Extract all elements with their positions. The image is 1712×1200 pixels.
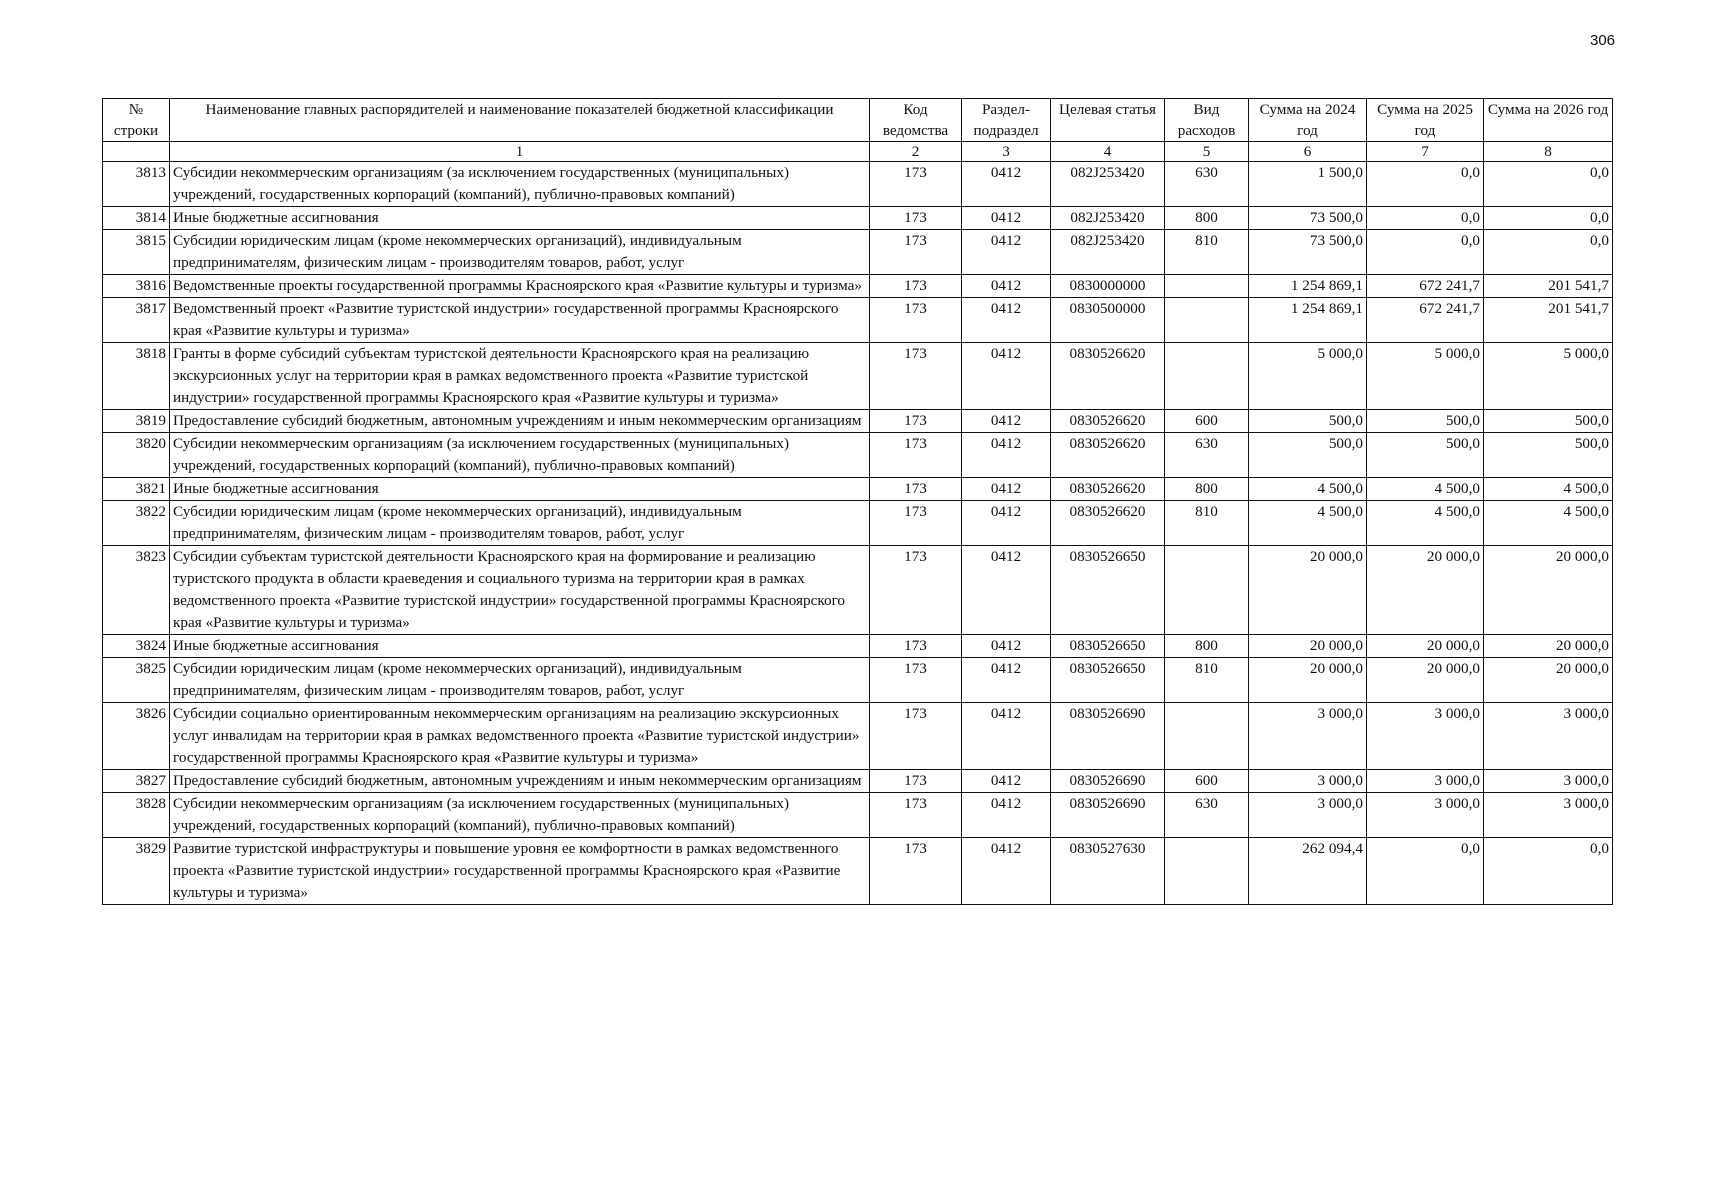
sum-2026-cell: 20 000,0 xyxy=(1484,546,1613,635)
sum-2024-cell: 20 000,0 xyxy=(1249,658,1367,703)
expense-kind-cell: 800 xyxy=(1165,635,1249,658)
row-number-cell: 3822 xyxy=(103,501,170,546)
expense-kind-cell: 800 xyxy=(1165,207,1249,230)
section-cell: 0412 xyxy=(962,410,1051,433)
dept-code-cell: 173 xyxy=(870,770,962,793)
target-article-cell: 0830500000 xyxy=(1051,298,1165,343)
sum-2024-cell: 4 500,0 xyxy=(1249,478,1367,501)
column-number: 8 xyxy=(1484,142,1613,162)
expense-kind-cell: 600 xyxy=(1165,770,1249,793)
table-row xyxy=(103,162,1613,207)
target-article-cell: 0830527630 xyxy=(1051,838,1165,905)
sum-2025-cell: 0,0 xyxy=(1367,838,1484,905)
sum-2026-cell: 0,0 xyxy=(1484,162,1613,207)
section-cell: 0412 xyxy=(962,162,1051,207)
sum-2026-cell: 3 000,0 xyxy=(1484,770,1613,793)
table-row xyxy=(103,658,1613,703)
target-article-cell: 0830526620 xyxy=(1051,501,1165,546)
column-number-row xyxy=(103,142,1613,162)
section-cell: 0412 xyxy=(962,230,1051,275)
section-cell: 0412 xyxy=(962,635,1051,658)
target-article-cell: 0830526690 xyxy=(1051,793,1165,838)
sum-2026-cell: 5 000,0 xyxy=(1484,343,1613,410)
expense-kind-cell: 630 xyxy=(1165,162,1249,207)
expense-kind-cell: 630 xyxy=(1165,793,1249,838)
sum-2024-cell: 3 000,0 xyxy=(1249,770,1367,793)
target-article-cell: 0830526620 xyxy=(1051,410,1165,433)
row-name-cell: Предоставление субсидий бюджетным, автономным учреждениям и иным некоммерческим организациям xyxy=(170,770,870,793)
header-sum-2025: Сумма на 2025 год xyxy=(1367,99,1484,142)
target-article-cell: 082J253420 xyxy=(1051,207,1165,230)
sum-2024-cell: 3 000,0 xyxy=(1249,793,1367,838)
column-number: 3 xyxy=(962,142,1051,162)
dept-code-cell: 173 xyxy=(870,501,962,546)
dept-code-cell: 173 xyxy=(870,207,962,230)
sum-2026-cell: 4 500,0 xyxy=(1484,501,1613,546)
row-name-cell: Субсидии социально ориентированным некоммерческим организациям на реализацию экскурсионных услуг инвалидам на территории края в рамках ведомственного проекта «Развитие туристской индустрии» государственной программы Красноярского края «Развитие культуры и туризма» xyxy=(170,703,870,770)
dept-code-cell: 173 xyxy=(870,635,962,658)
sum-2026-cell: 201 541,7 xyxy=(1484,275,1613,298)
sum-2026-cell: 3 000,0 xyxy=(1484,703,1613,770)
row-number-cell: 3825 xyxy=(103,658,170,703)
column-number: 2 xyxy=(870,142,962,162)
row-name-cell: Субсидии юридическим лицам (кроме некоммерческих организаций), индивидуальным предпринимателям, физическим лицам - производителям товаров, работ, услуг xyxy=(170,658,870,703)
dept-code-cell: 173 xyxy=(870,410,962,433)
row-name-cell: Субсидии юридическим лицам (кроме некоммерческих организаций), индивидуальным предпринимателям, физическим лицам - производителям товаров, работ, услуг xyxy=(170,230,870,275)
row-number-cell: 3824 xyxy=(103,635,170,658)
sum-2026-cell: 0,0 xyxy=(1484,838,1613,905)
row-number-cell: 3826 xyxy=(103,703,170,770)
page-number: 306 xyxy=(1590,32,1616,49)
expense-kind-cell: 810 xyxy=(1165,501,1249,546)
table-row xyxy=(103,793,1613,838)
dept-code-cell: 173 xyxy=(870,546,962,635)
dept-code-cell: 173 xyxy=(870,343,962,410)
budget-table xyxy=(102,98,1613,905)
table-row xyxy=(103,703,1613,770)
sum-2025-cell: 3 000,0 xyxy=(1367,703,1484,770)
target-article-cell: 0830526650 xyxy=(1051,546,1165,635)
sum-2025-cell: 0,0 xyxy=(1367,207,1484,230)
sum-2026-cell: 0,0 xyxy=(1484,207,1613,230)
header-dept-code: Код ведомства xyxy=(870,99,962,142)
table-row xyxy=(103,207,1613,230)
row-name-cell: Ведомственный проект «Развитие туристской индустрии» государственной программы Красноярского края «Развитие культуры и туризма» xyxy=(170,298,870,343)
table-row xyxy=(103,478,1613,501)
table-row xyxy=(103,546,1613,635)
sum-2026-cell: 201 541,7 xyxy=(1484,298,1613,343)
sum-2025-cell: 500,0 xyxy=(1367,433,1484,478)
table-row xyxy=(103,343,1613,410)
sum-2025-cell: 0,0 xyxy=(1367,162,1484,207)
table-row xyxy=(103,501,1613,546)
sum-2024-cell: 20 000,0 xyxy=(1249,546,1367,635)
sum-2025-cell: 4 500,0 xyxy=(1367,501,1484,546)
header-sum-2026: Сумма на 2026 год xyxy=(1484,99,1613,142)
target-article-cell: 0830526620 xyxy=(1051,478,1165,501)
section-cell: 0412 xyxy=(962,433,1051,478)
target-article-cell: 0830526690 xyxy=(1051,770,1165,793)
column-number: 1 xyxy=(170,142,870,162)
expense-kind-cell: 800 xyxy=(1165,478,1249,501)
row-number-cell: 3818 xyxy=(103,343,170,410)
table-row xyxy=(103,230,1613,275)
sum-2024-cell: 262 094,4 xyxy=(1249,838,1367,905)
row-number-cell: 3828 xyxy=(103,793,170,838)
section-cell: 0412 xyxy=(962,658,1051,703)
row-name-cell: Иные бюджетные ассигнования xyxy=(170,207,870,230)
expense-kind-cell xyxy=(1165,546,1249,635)
column-number: 5 xyxy=(1165,142,1249,162)
section-cell: 0412 xyxy=(962,343,1051,410)
sum-2024-cell: 3 000,0 xyxy=(1249,703,1367,770)
sum-2025-cell: 672 241,7 xyxy=(1367,275,1484,298)
dept-code-cell: 173 xyxy=(870,230,962,275)
column-number: 4 xyxy=(1051,142,1165,162)
target-article-cell: 0830526650 xyxy=(1051,658,1165,703)
section-cell: 0412 xyxy=(962,275,1051,298)
header-kind: Вид расходов xyxy=(1165,99,1249,142)
sum-2026-cell: 500,0 xyxy=(1484,433,1613,478)
target-article-cell: 0830526620 xyxy=(1051,343,1165,410)
sum-2024-cell: 500,0 xyxy=(1249,433,1367,478)
sum-2025-cell: 0,0 xyxy=(1367,230,1484,275)
sum-2026-cell: 500,0 xyxy=(1484,410,1613,433)
row-number-cell: 3814 xyxy=(103,207,170,230)
sum-2025-cell: 5 000,0 xyxy=(1367,343,1484,410)
section-cell: 0412 xyxy=(962,793,1051,838)
sum-2024-cell: 4 500,0 xyxy=(1249,501,1367,546)
sum-2024-cell: 1 500,0 xyxy=(1249,162,1367,207)
header-target: Целевая статья xyxy=(1051,99,1165,142)
sum-2024-cell: 1 254 869,1 xyxy=(1249,275,1367,298)
row-name-cell: Субсидии субъектам туристской деятельности Красноярского края на формирование и реализацию туристского продукта в области краеведения и социального туризма на территории края в рамках ведомственного проекта «Развитие туристской индустрии» государственной программы Красноярского края «Развитие культуры и туризма» xyxy=(170,546,870,635)
section-cell: 0412 xyxy=(962,298,1051,343)
dept-code-cell: 173 xyxy=(870,162,962,207)
target-article-cell: 082J253420 xyxy=(1051,230,1165,275)
column-number: 7 xyxy=(1367,142,1484,162)
row-name-cell: Субсидии юридическим лицам (кроме некоммерческих организаций), индивидуальным предпринимателям, физическим лицам - производителям товаров, работ, услуг xyxy=(170,501,870,546)
table-row xyxy=(103,298,1613,343)
row-number-cell: 3829 xyxy=(103,838,170,905)
dept-code-cell: 173 xyxy=(870,478,962,501)
sum-2024-cell: 73 500,0 xyxy=(1249,207,1367,230)
row-name-cell: Субсидии некоммерческим организациям (за исключением государственных (муниципальных) учреждений, государственных корпораций (компаний), публично-правовых компаний) xyxy=(170,162,870,207)
row-number-cell: 3819 xyxy=(103,410,170,433)
header-row-no: № строки xyxy=(103,99,170,142)
row-name-cell: Ведомственные проекты государственной программы Красноярского края «Развитие культуры и туризма» xyxy=(170,275,870,298)
target-article-cell: 0830526650 xyxy=(1051,635,1165,658)
row-name-cell: Иные бюджетные ассигнования xyxy=(170,635,870,658)
row-name-cell: Гранты в форме субсидий субъектам туристской деятельности Красноярского края на реализацию экскурсионных услуг на территории края в рамках ведомственного проекта «Развитие туристской индустрии» государственной программы Красноярского края «Развитие культуры и туризма» xyxy=(170,343,870,410)
expense-kind-cell xyxy=(1165,703,1249,770)
row-number-cell: 3813 xyxy=(103,162,170,207)
sum-2026-cell: 0,0 xyxy=(1484,230,1613,275)
sum-2026-cell: 20 000,0 xyxy=(1484,635,1613,658)
dept-code-cell: 173 xyxy=(870,275,962,298)
sum-2025-cell: 4 500,0 xyxy=(1367,478,1484,501)
expense-kind-cell: 630 xyxy=(1165,433,1249,478)
expense-kind-cell xyxy=(1165,838,1249,905)
expense-kind-cell: 600 xyxy=(1165,410,1249,433)
section-cell: 0412 xyxy=(962,478,1051,501)
expense-kind-cell xyxy=(1165,343,1249,410)
header-row xyxy=(103,99,1613,142)
dept-code-cell: 173 xyxy=(870,433,962,478)
row-number-cell: 3823 xyxy=(103,546,170,635)
table-row xyxy=(103,410,1613,433)
sum-2024-cell: 20 000,0 xyxy=(1249,635,1367,658)
dept-code-cell: 173 xyxy=(870,658,962,703)
row-name-cell: Развитие туристской инфраструктуры и повышение уровня ее комфортности в рамках ведомственного проекта «Развитие туристской индустрии» государственной программы Красноярского края «Развитие культуры и туризма» xyxy=(170,838,870,905)
sum-2025-cell: 20 000,0 xyxy=(1367,635,1484,658)
table-row xyxy=(103,635,1613,658)
expense-kind-cell xyxy=(1165,275,1249,298)
row-name-cell: Предоставление субсидий бюджетным, автономным учреждениям и иным некоммерческим организациям xyxy=(170,410,870,433)
expense-kind-cell xyxy=(1165,298,1249,343)
sum-2026-cell: 4 500,0 xyxy=(1484,478,1613,501)
target-article-cell: 082J253420 xyxy=(1051,162,1165,207)
row-number-cell: 3820 xyxy=(103,433,170,478)
sum-2024-cell: 1 254 869,1 xyxy=(1249,298,1367,343)
dept-code-cell: 173 xyxy=(870,838,962,905)
sum-2025-cell: 3 000,0 xyxy=(1367,770,1484,793)
dept-code-cell: 173 xyxy=(870,703,962,770)
dept-code-cell: 173 xyxy=(870,793,962,838)
row-number-cell: 3817 xyxy=(103,298,170,343)
section-cell: 0412 xyxy=(962,703,1051,770)
header-sum-2024: Сумма на 2024 год xyxy=(1249,99,1367,142)
expense-kind-cell: 810 xyxy=(1165,230,1249,275)
sum-2025-cell: 20 000,0 xyxy=(1367,546,1484,635)
sum-2025-cell: 672 241,7 xyxy=(1367,298,1484,343)
section-cell: 0412 xyxy=(962,838,1051,905)
target-article-cell: 0830526690 xyxy=(1051,703,1165,770)
sum-2024-cell: 73 500,0 xyxy=(1249,230,1367,275)
row-number-cell: 3815 xyxy=(103,230,170,275)
row-number-cell: 3821 xyxy=(103,478,170,501)
sum-2026-cell: 20 000,0 xyxy=(1484,658,1613,703)
row-number-cell: 3816 xyxy=(103,275,170,298)
row-name-cell: Иные бюджетные ассигнования xyxy=(170,478,870,501)
sum-2025-cell: 20 000,0 xyxy=(1367,658,1484,703)
row-name-cell: Субсидии некоммерческим организациям (за исключением государственных (муниципальных) учреждений, государственных корпораций (компаний), публично-правовых компаний) xyxy=(170,793,870,838)
sum-2024-cell: 5 000,0 xyxy=(1249,343,1367,410)
sum-2026-cell: 3 000,0 xyxy=(1484,793,1613,838)
sum-2025-cell: 500,0 xyxy=(1367,410,1484,433)
table-row xyxy=(103,838,1613,905)
sum-2024-cell: 500,0 xyxy=(1249,410,1367,433)
column-number xyxy=(103,142,170,162)
header-section: Раздел-подраздел xyxy=(962,99,1051,142)
row-number-cell: 3827 xyxy=(103,770,170,793)
header-name: Наименование главных распорядителей и наименование показателей бюджетной классификации xyxy=(170,99,870,142)
table-row xyxy=(103,275,1613,298)
column-number: 6 xyxy=(1249,142,1367,162)
dept-code-cell: 173 xyxy=(870,298,962,343)
section-cell: 0412 xyxy=(962,207,1051,230)
expense-kind-cell: 810 xyxy=(1165,658,1249,703)
row-name-cell: Субсидии некоммерческим организациям (за исключением государственных (муниципальных) учреждений, государственных корпораций (компаний), публично-правовых компаний) xyxy=(170,433,870,478)
table-row xyxy=(103,770,1613,793)
section-cell: 0412 xyxy=(962,770,1051,793)
target-article-cell: 0830526620 xyxy=(1051,433,1165,478)
sum-2025-cell: 3 000,0 xyxy=(1367,793,1484,838)
section-cell: 0412 xyxy=(962,501,1051,546)
target-article-cell: 0830000000 xyxy=(1051,275,1165,298)
table-row xyxy=(103,433,1613,478)
section-cell: 0412 xyxy=(962,546,1051,635)
